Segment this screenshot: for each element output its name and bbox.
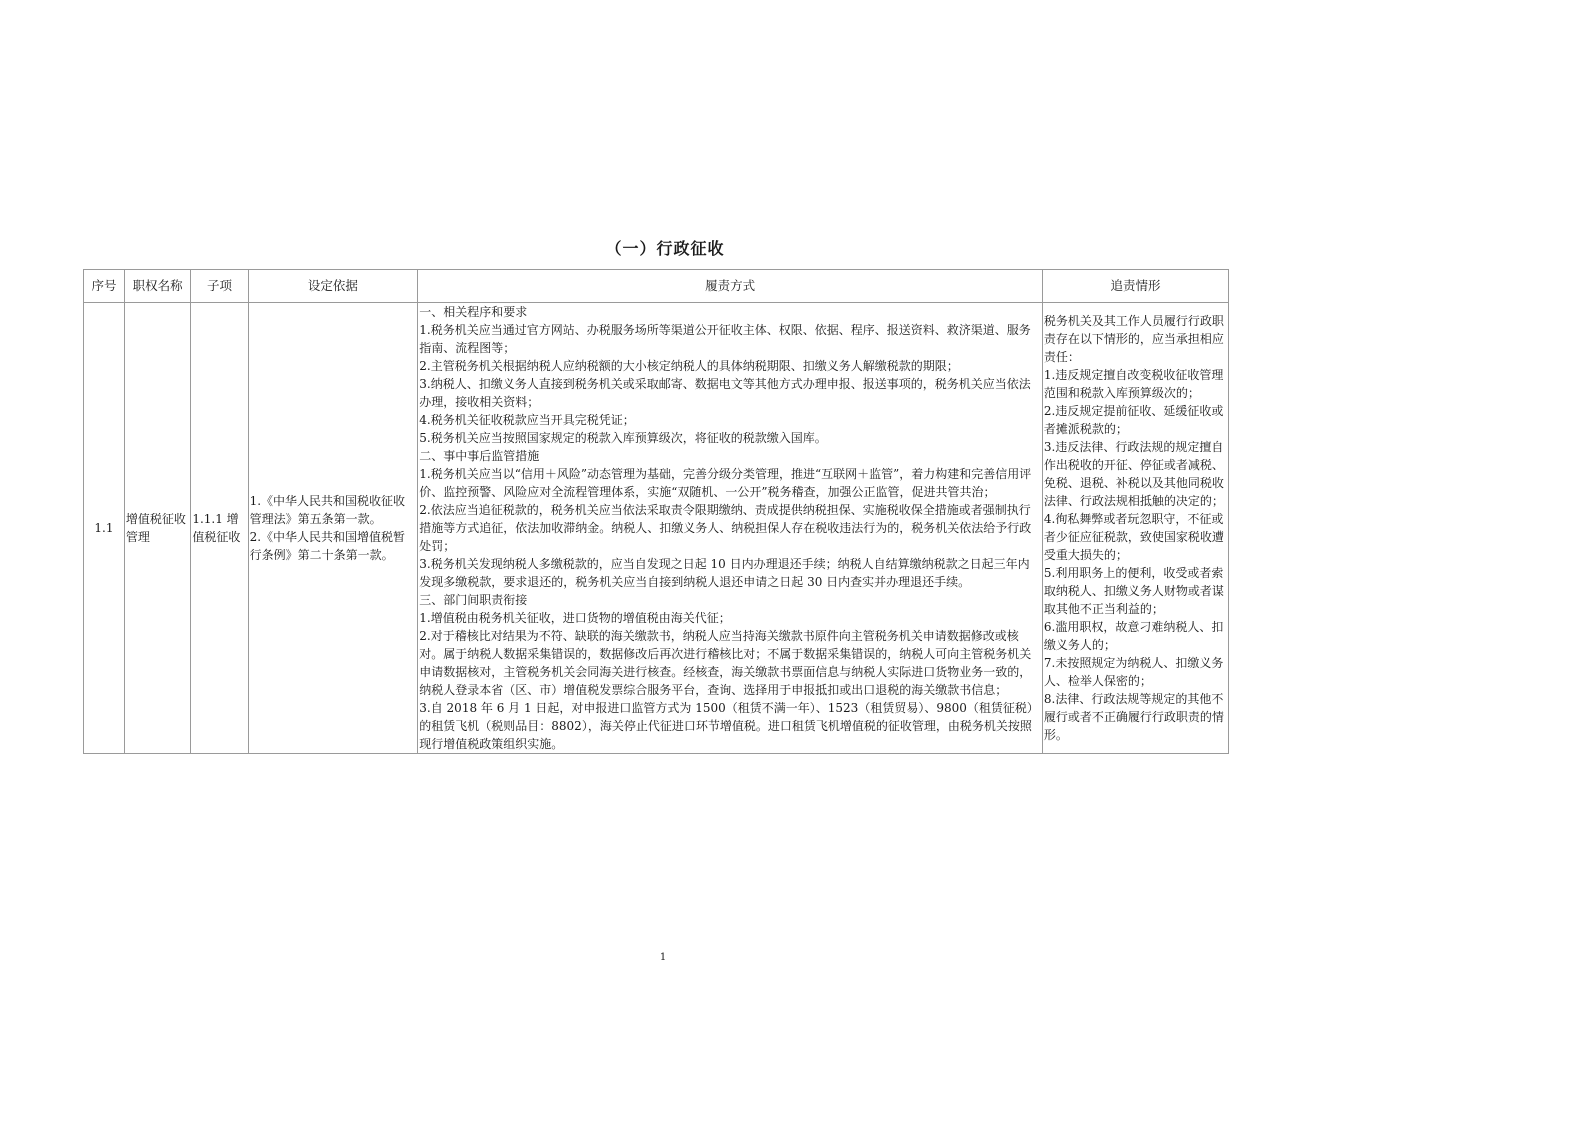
accountability-item: 3.违反法律、行政法规的规定擅自作出税收的开征、停征或者减税、免税、退税、补税以及其他同税收法律、行政法规相抵触的决定的； — [1043, 440, 1224, 508]
cell-power-name: 增值税征收管理 — [124, 303, 190, 754]
duty-item: 3.税务机关发现纳税人多缴税款的，应当自发现之日起 10 日内办理退还手续；纳税人自结算缴纳税款之日起三年内发现多缴税款，要求退还的，税务机关应当自接到纳税人退还申请之日起 30 日内查实并办理退还手续。 — [419, 557, 1030, 589]
duty-item: 1.税务机关应当通过官方网站、办税服务场所等渠道公开征收主体、权限、依据、程序、报送资料、救济渠道、服务指南、流程图等； — [419, 323, 1031, 355]
cell-accountability — [1042, 303, 1228, 754]
duty-section-heading: 二、事中事后监管措施 — [419, 449, 540, 463]
header-accountability: 追责情形 — [1042, 270, 1228, 303]
page-number: 1 — [659, 952, 667, 963]
duty-section-heading: 一、相关程序和要求 — [419, 305, 528, 319]
cell-sub-item: 1.1.1 增值税征收 — [191, 303, 248, 754]
accountability-item: 4.徇私舞弊或者玩忽职守，不征或者少征应征税款，致使国家税收遭受重大损失的； — [1043, 512, 1224, 562]
header-index: 序号 — [84, 270, 125, 303]
header-power-name: 职权名称 — [124, 270, 190, 303]
basis-item: 2.《中华人民共和国增值税暂行条例》第二十条第一款。 — [249, 530, 406, 562]
page-title: （一）行政征收 — [605, 239, 725, 258]
duty-table — [83, 269, 1229, 754]
accountability-item: 1.违反规定擅自改变税收征收管理范围和税款入库预算级次的； — [1043, 368, 1224, 400]
accountability-item: 7.未按照规定为纳税人、扣缴义务人、检举人保密的； — [1043, 656, 1224, 688]
duty-item: 4.税务机关征收税款应当开具完税凭证； — [419, 413, 635, 427]
duty-item: 2.对于稽核比对结果为不符、缺联的海关缴款书，纳税人应当持海关缴款书原件向主管税务机关申请数据修改或核对。属于纳税人数据采集错误的，数据修改后再次进行稽核比对；不属于数据采集错误的，纳税人可向主管税务机关申请数据核对，主管税务机关会同海关进行核查。经核查，海关缴款书票面信息与纳税人实际进口货物业务一致的，纳税人登录本省（区、市）增值税发票综合服务平台，查询、选择用于申报抵扣或出口退税的海关缴款书信息； — [419, 629, 1032, 697]
header-basis: 设定依据 — [248, 270, 418, 303]
duty-item: 1.增值税由税务机关征收，进口货物的增值税由海关代征； — [419, 611, 731, 625]
basis-item: 1.《中华人民共和国税收征收管理法》第五条第一款。 — [249, 494, 406, 526]
duty-item: 1.税务机关应当以“信用＋风险”动态管理为基础，完善分级分类管理，推进“互联网＋监管”，着力构建和完善信用评价、监控预警、风险应对全流程管理体系，实施“双随机、一公开”税务稽查，加强公正监管，促进共管共治； — [419, 467, 1032, 499]
accountability-item: 5.利用职务上的便利，收受或者索取纳税人、扣缴义务人财物或者谋取其他不正当利益的； — [1043, 566, 1224, 616]
duty-item: 2.主管税务机关根据纳税人应纳税额的大小核定纳税人的具体纳税期限、扣缴义务人解缴税款的期限； — [419, 359, 959, 373]
accountability-item: 8.法律、行政法规等规定的其他不履行或者不正确履行行政职责的情形。 — [1043, 692, 1224, 742]
header-sub-item: 子项 — [191, 270, 248, 303]
accountability-intro: 税务机关及其工作人员履行行政职责存在以下情形的，应当承担相应责任： — [1043, 314, 1224, 364]
duty-section-heading: 三、部门间职责衔接 — [419, 593, 528, 607]
duty-item: 2.依法应当追征税款的，税务机关应当依法采取责令限期缴纳、责成提供纳税担保、实施税收保全措施或者强制执行措施等方式追征，依法加收滞纳金。纳税人、扣缴义务人、纳税担保人存在税收违法行为的，税务机关依法给予行政处罚； — [419, 503, 1032, 553]
cell-duty-method — [418, 303, 1043, 754]
duty-item: 3.自 2018 年 6 月 1 日起，对申报进口监管方式为 1500（租赁不满一年）、1523（租赁贸易）、9800（租赁征税）的租赁飞机（税则品目：8802），海关停止代征进口环节增值税。进口租赁飞机增值税的征收管理，由税务机关按照现行增值税政策组织实施。 — [419, 701, 1039, 751]
table-row — [84, 303, 1229, 754]
header-duty-method: 履责方式 — [418, 270, 1043, 303]
cell-basis — [248, 303, 418, 754]
accountability-item: 2.违反规定提前征收、延缓征收或者摊派税款的； — [1043, 404, 1224, 436]
table-header-row — [84, 270, 1229, 303]
duty-item: 3.纳税人、扣缴义务人直接到税务机关或采取邮寄、数据电文等其他方式办理申报、报送事项的，税务机关应当依法办理，接收相关资料； — [419, 377, 1031, 409]
duty-item: 5.税务机关应当按照国家规定的税款入库预算级次，将征收的税款缴入国库。 — [419, 431, 827, 445]
accountability-item: 6.滥用职权，故意刁难纳税人、扣缴义务人的； — [1043, 620, 1224, 652]
cell-index: 1.1 — [84, 303, 125, 754]
